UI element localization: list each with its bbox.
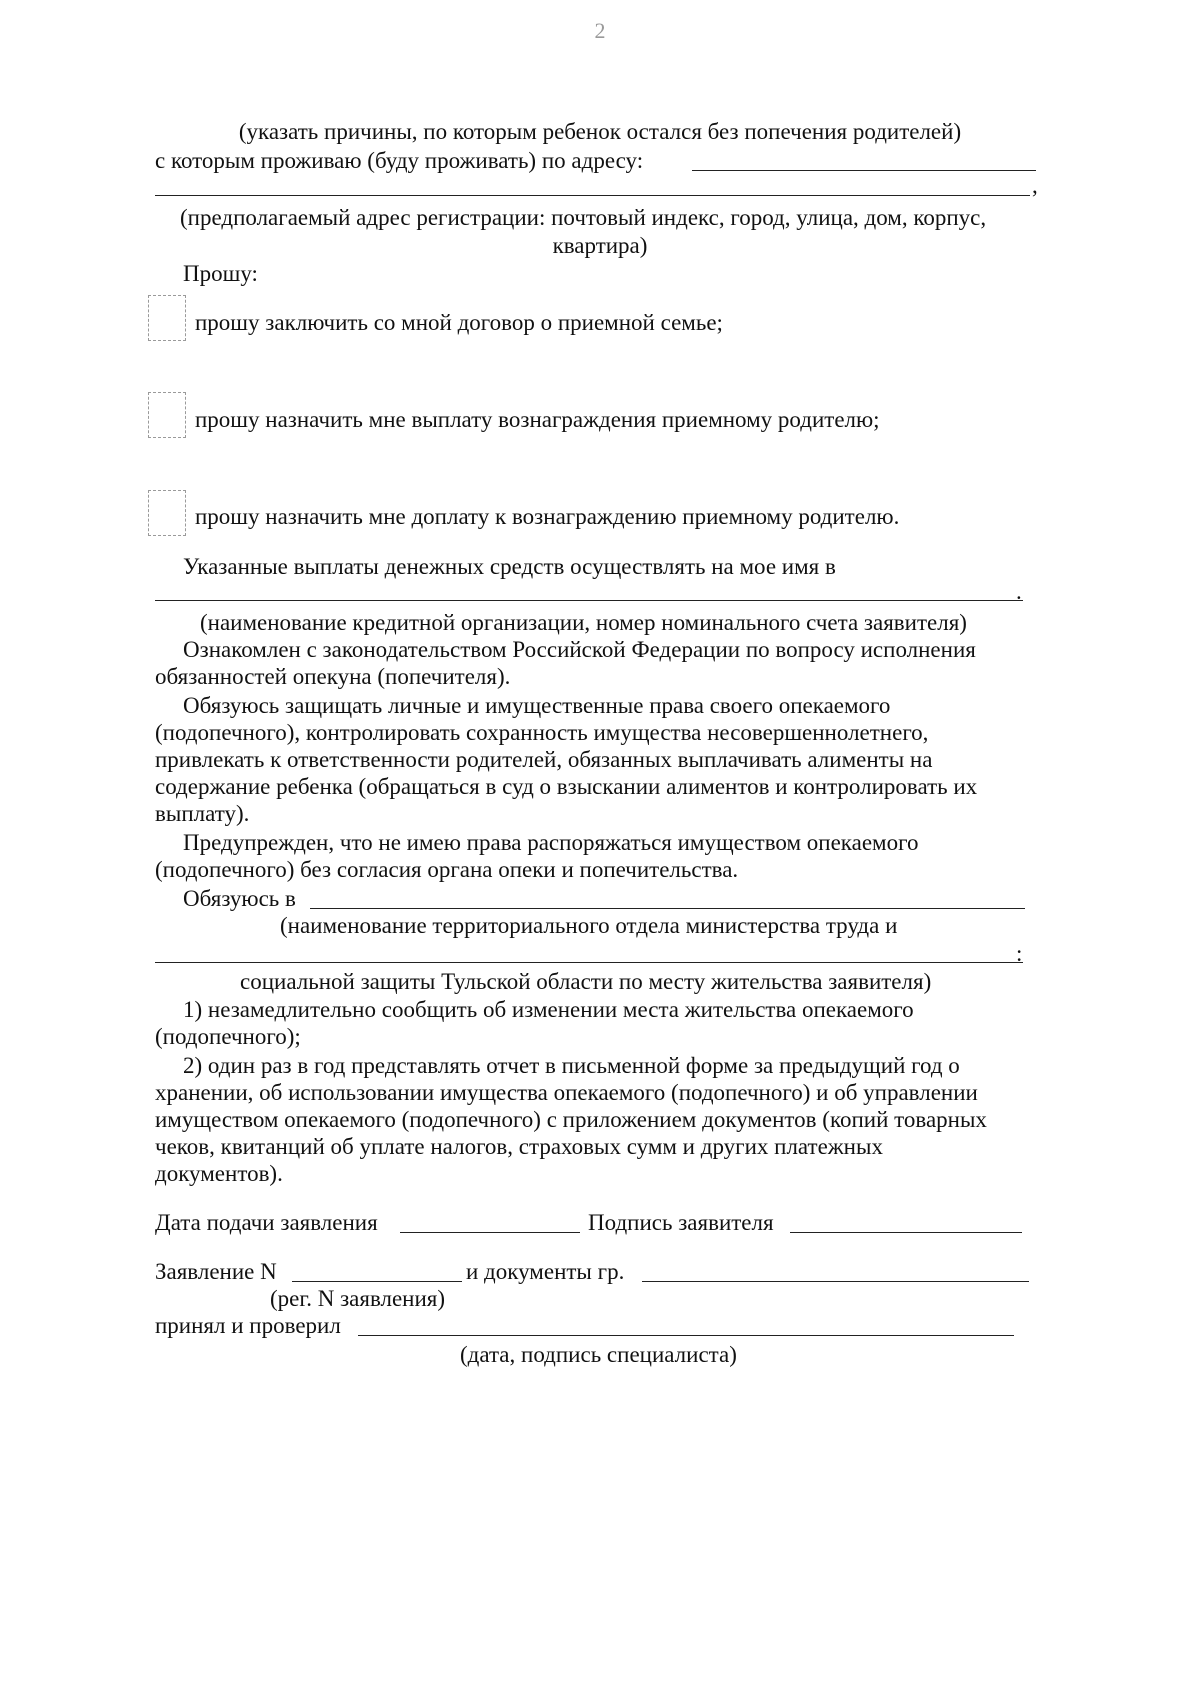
item-2-line-5: документов). — [155, 1161, 283, 1186]
date-field-line[interactable] — [400, 1232, 580, 1233]
bank-caption: (наименование кредитной организации, номер номинального счета заявителя) — [200, 610, 967, 635]
obligation-line-1: Обязуюсь защищать личные и имущественные права своего опекаемого — [183, 693, 891, 718]
department-colon: : — [1016, 941, 1023, 966]
page-number: 2 — [594, 18, 606, 43]
department-field-line-2[interactable] — [155, 962, 1023, 963]
obligation-line-4: содержание ребенка (обращаться в суд о взыскании алиментов и контролировать их — [155, 774, 978, 799]
address-caption-line-1: (предполагаемый адрес регистрации: почтовый индекс, город, улица, дом, корпус, — [180, 205, 987, 230]
option-reward-payment-label: прошу назначить мне выплату вознаграждения приемному родителю; — [195, 407, 880, 432]
acquainted-line-1: Ознакомлен с законодательством Российской Федерации по вопросу исполнения — [183, 637, 976, 662]
obligation-line-5: выплату). — [155, 801, 250, 826]
application-number-field-line[interactable] — [292, 1281, 462, 1282]
bank-period: . — [1016, 579, 1022, 604]
checkbox-reward-payment[interactable] — [148, 392, 186, 438]
item-1-line-1: 1) незамедлительно сообщить об изменении места жительства опекаемого — [183, 997, 914, 1022]
bank-field-line[interactable] — [155, 600, 1023, 601]
checkbox-reward-supplement[interactable] — [148, 490, 186, 536]
signature-label: Подпись заявителя — [588, 1210, 774, 1235]
option-foster-contract-label: прошу заключить со мной договор о приемной семье; — [195, 310, 723, 335]
address-label: с которым проживаю (буду проживать) по адресу: — [155, 148, 644, 173]
department-caption-line-1: (наименование территориального отдела министерства труда и — [280, 913, 898, 938]
request-heading: Прошу: — [183, 261, 258, 286]
warning-line-1: Предупрежден, что не имею права распоряжаться имуществом опекаемого — [183, 830, 919, 855]
signature-field-line[interactable] — [790, 1232, 1022, 1233]
accepted-label: принял и проверил — [155, 1313, 341, 1338]
application-label: Заявление N — [155, 1259, 277, 1284]
item-2-line-3: имуществом опекаемого (подопечного) с приложением документов (копий товарных — [155, 1107, 987, 1132]
specialist-caption: (дата, подпись специалиста) — [460, 1342, 737, 1367]
payments-intro: Указанные выплаты денежных средств осуществлять на мое имя в — [183, 554, 836, 579]
address-comma: , — [1032, 173, 1038, 198]
address-field-line-2[interactable] — [155, 195, 1030, 196]
item-2-line-2: хранении, об использовании имущества опекаемого (подопечного) и об управлении — [155, 1080, 978, 1105]
department-caption-line-2: социальной защиты Тульской области по месту жительства заявителя) — [240, 969, 932, 994]
item-2-line-4: чеков, квитанций об уплате налогов, страховых сумм и других платежных — [155, 1134, 883, 1159]
checkbox-foster-contract[interactable] — [148, 295, 186, 341]
citizen-name-field-line[interactable] — [642, 1281, 1029, 1282]
warning-line-2: (подопечного) без согласия органа опеки и попечительства. — [155, 857, 739, 882]
obligation-line-3: привлекать к ответственности родителей, обязанных выплачивать алименты на — [155, 747, 933, 772]
department-field-line-1[interactable] — [310, 908, 1025, 909]
item-1-line-2: (подопечного); — [155, 1024, 301, 1049]
obligation-line-2: (подопечного), контролировать сохранность имущества несовершеннолетнего, — [155, 720, 929, 745]
specialist-field-line[interactable] — [358, 1335, 1014, 1336]
address-caption-line-2: квартира) — [552, 233, 648, 258]
address-field-line-1[interactable] — [692, 170, 1036, 171]
date-label: Дата подачи заявления — [155, 1210, 378, 1235]
option-reward-supplement-label: прошу назначить мне доплату к вознаграждению приемному родителю. — [195, 504, 900, 529]
reg-number-caption: (рег. N заявления) — [270, 1286, 446, 1311]
documents-label: и документы гр. — [466, 1259, 625, 1284]
item-2-line-1: 2) один раз в год представлять отчет в письменной форме за предыдущий год о — [183, 1053, 960, 1078]
commit-label: Обязуюсь в — [183, 886, 296, 911]
reason-caption: (указать причины, по которым ребенок остался без попечения родителей) — [238, 119, 962, 144]
acquainted-line-2: обязанностей опекуна (попечителя). — [155, 664, 511, 689]
